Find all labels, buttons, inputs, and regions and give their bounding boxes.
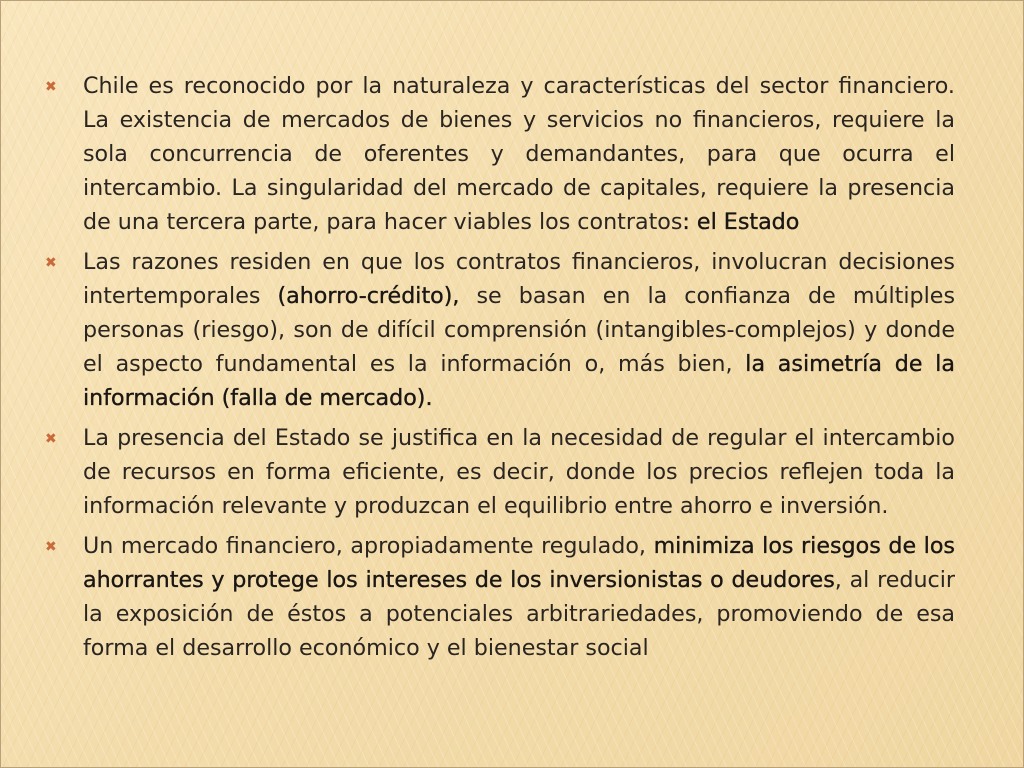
bullet-3-text [83, 425, 955, 519]
bullet-item-3 [45, 421, 955, 523]
x-mark-bullet-icon: ✖ [45, 79, 57, 95]
bullet-2-segment-3: se basan en la confianza de múltiples personas (riesgo), son de difícil comprensión (intangibles-complejos) y donde el aspecto fundamental es la información o, más bien, [83, 283, 955, 377]
bullet-item-4 [45, 529, 955, 665]
bullet-2-segment-1: Las razones residen en que los contratos financieros, involucran decisiones intertemporales [83, 249, 955, 309]
bullet-1-segment-2-bold: : el Estado [682, 209, 800, 235]
bullet-2-text [83, 249, 955, 411]
bullet-4-segment-3: , al reducir la exposición de éstos a potenciales arbitrariedades, promoviendo de esa forma el desarrollo económico y el bienestar social [83, 567, 955, 661]
bullet-item-2 [45, 245, 955, 415]
bullet-2-segment-4-bold: la asimetría de la información (falla de mercado). [83, 351, 955, 411]
x-mark-bullet-icon: ✖ [45, 431, 57, 447]
bullet-4-text [83, 533, 955, 661]
x-mark-bullet-icon: ✖ [45, 255, 57, 271]
bullet-4-segment-2-bold: minimiza los riesgos de los ahorrantes y protege los intereses de los inversionistas o deudores [83, 533, 955, 593]
bullet-2-segment-2-bold: (ahorro-crédito), [277, 283, 460, 309]
bullet-4-segment-1: Un mercado financiero, apropiadamente regulado, [83, 533, 654, 559]
bullet-list [45, 69, 955, 671]
bullet-1-text [83, 73, 955, 235]
x-mark-bullet-icon: ✖ [45, 539, 57, 555]
bullet-item-1 [45, 69, 955, 239]
bullet-3-segment-1: La presencia del Estado se justifica en la necesidad de regular el intercambio de recursos en forma eficiente, es decir, donde los precios reflejen toda la información relevante y produzcan el equilibrio entre ahorro e inversión. [83, 425, 955, 519]
bullet-1-segment-1: Chile es reconocido por la naturaleza y características del sector financiero. La existencia de mercados de bienes y servicios no financieros, requiere la sola concurrencia de oferentes y demandantes, para que ocurra el intercambio. La singularidad del mercado de capitales, requiere la presencia de una tercera parte, para hacer viables los contratos [83, 73, 955, 235]
